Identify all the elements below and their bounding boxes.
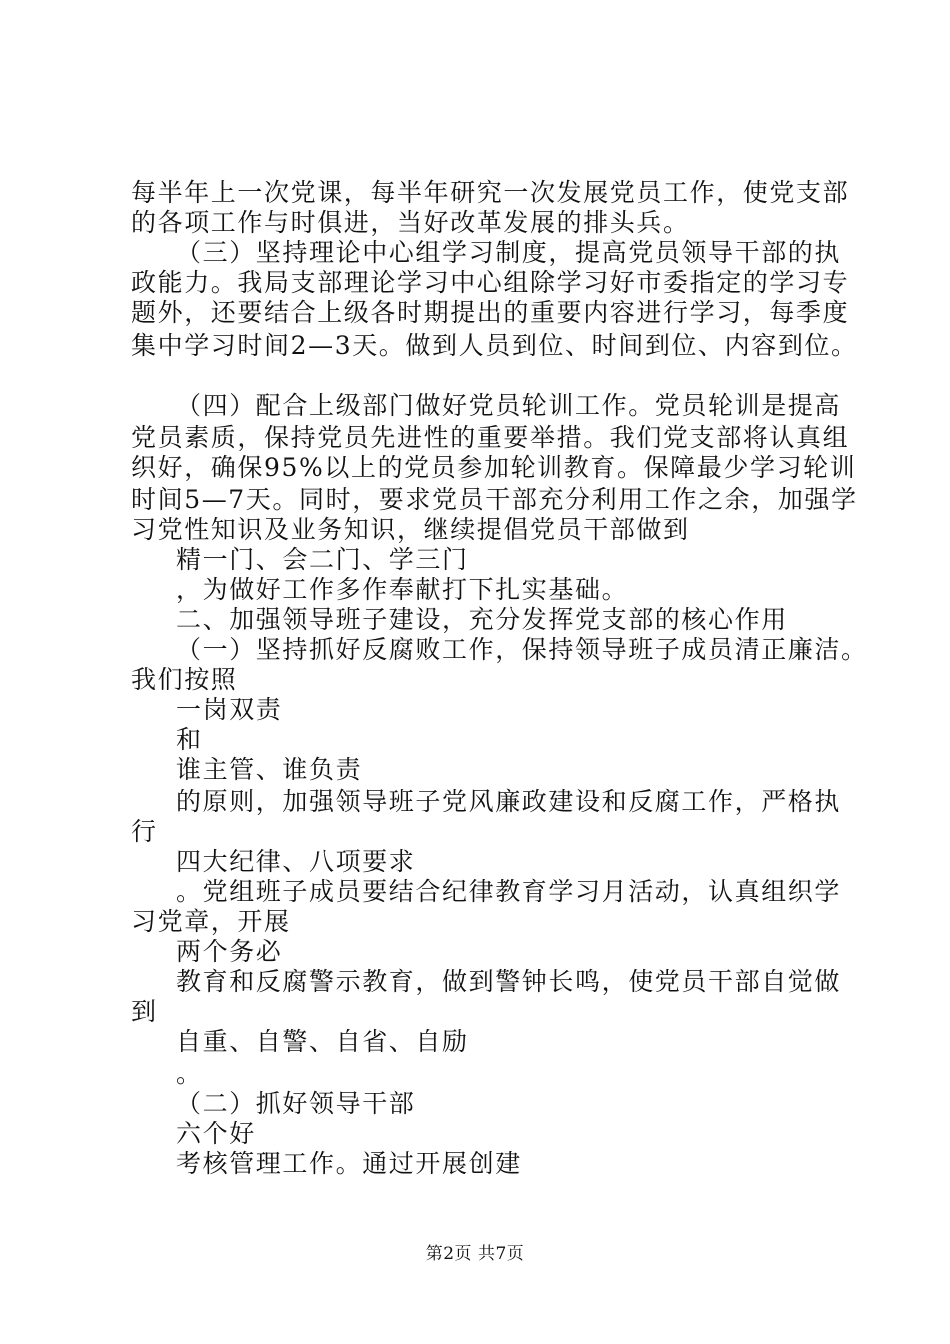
text-line: 题外，还要结合上级各时期提出的重要内容进行学习，每季度 bbox=[131, 298, 850, 327]
quoted-phrase: 谁主管、谁负责 bbox=[176, 755, 363, 784]
quoted-phrase: 两个务必 bbox=[176, 937, 283, 966]
section-heading-4: （四）配合上级部门做好党员轮训工作。党员轮训是提高 bbox=[176, 391, 842, 420]
text-line: 党员素质，保持党员先进性的重要举措。我们党支部将认真组 bbox=[131, 423, 850, 452]
text-line: 织好，确保95%以上的党员参加轮训教育。保障最少学习轮训 bbox=[131, 453, 857, 482]
quoted-phrase: 一岗双责 bbox=[176, 695, 283, 724]
quoted-phrase: 六个好 bbox=[176, 1119, 256, 1148]
text-line: 政能力。我局支部理论学习中心组除学习好市委指定的学习专 bbox=[131, 268, 850, 297]
text-line: 的各项工作与时俱进，当好改革发展的排头兵。 bbox=[131, 208, 690, 237]
page-number: 第2页 共7页 bbox=[425, 1244, 525, 1264]
text-line: 。党组班子成员要结合纪律教育学习月活动，认真组织学 bbox=[176, 877, 842, 906]
section-heading-2: （二）抓好领导干部 bbox=[176, 1089, 416, 1118]
text-line: ，为做好工作多作奉献打下扎实基础。 bbox=[176, 575, 629, 604]
text-line: 和 bbox=[176, 725, 203, 754]
quoted-phrase: 四大纪律、八项要求 bbox=[176, 847, 416, 876]
quoted-phrase: 自重、自警、自省、自励 bbox=[176, 1027, 469, 1056]
quoted-phrase: 精一门、会二门、学三门 bbox=[176, 545, 469, 574]
chapter-heading: 二、加强领导班子建设，充分发挥党支部的核心作用 bbox=[176, 605, 788, 634]
text-line: 行 bbox=[131, 817, 158, 846]
section-heading-3: （三）坚持理论中心组学习制度，提高党员领导干部的执 bbox=[176, 238, 842, 267]
text-line: 我们按照 bbox=[131, 665, 238, 694]
text-line: 的原则，加强领导班子党风廉政建设和反腐工作，严格执 bbox=[176, 787, 842, 816]
text-line: 习党章，开展 bbox=[131, 907, 291, 936]
text-line: 集中学习时间2—3天。做到人员到位、时间到位、内容到位。 bbox=[131, 331, 858, 360]
text-line: 时间5—7天。同时，要求党员干部充分利用工作之余，加强学 bbox=[131, 485, 858, 514]
text-line: 考核管理工作。通过开展创建 bbox=[176, 1149, 522, 1178]
text-line: 。 bbox=[176, 1059, 203, 1088]
text-line: 每半年上一次党课，每半年研究一次发展党员工作，使党支部 bbox=[131, 178, 850, 207]
text-line: 习党性知识及业务知识，继续提倡党员干部做到 bbox=[131, 515, 690, 544]
section-heading-1: （一）坚持抓好反腐败工作，保持领导班子成员清正廉洁。 bbox=[176, 635, 868, 664]
text-line: 到 bbox=[131, 997, 158, 1026]
text-line: 教育和反腐警示教育，做到警钟长鸣，使党员干部自觉做 bbox=[176, 967, 842, 996]
